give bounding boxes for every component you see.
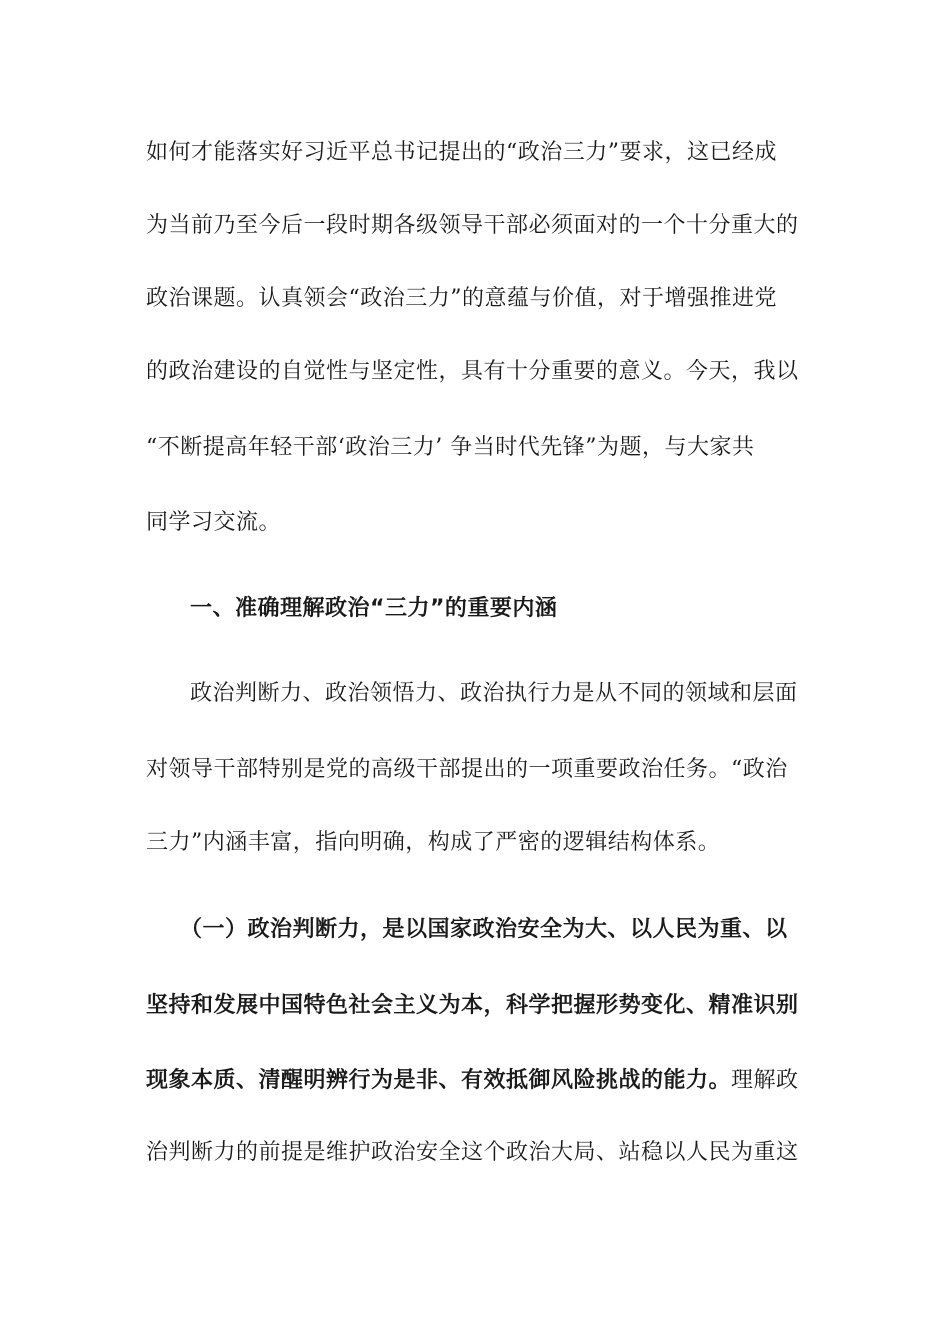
sub1-line-4: 治判断力的前提是维护政治安全这个政治大局、站稳以人民为重这 (146, 1140, 799, 1165)
intro-line-2: 为当前乃至今后一段时期各级领导干部必须面对的一个十分重大的 (146, 213, 799, 238)
intro-line-1: 如何才能落实好习近平总书记提出的“政治三力”要求，这已经成 (146, 140, 777, 165)
para2-line-1: 政治判断力、政治领悟力、政治执行力是从不同的领域和层面 (190, 681, 798, 706)
sub1-line-1: （一）政治判断力，是以国家政治安全为大、以人民为重、以 (180, 916, 788, 942)
intro-line-4: 的政治建设的自觉性与坚定性，具有十分重要的意义。今天，我以 (146, 359, 799, 384)
sub1-line-3-normal: 理解政 (731, 1068, 799, 1093)
sub1-line-3 (146, 1065, 806, 1096)
intro-line-5: “不断提高年轻干部‘政治三力’ 争当时代先锋”为题，与大家共 (146, 435, 755, 460)
section-heading: 一、准确理解政治“三力”的重要内涵 (190, 596, 558, 621)
para2-line-3: 三力”内涵丰富，指向明确，构成了严密的逻辑结构体系。 (146, 830, 721, 855)
intro-line-3: 政治课题。认真领会“政治三力”的意蕴与价值，对于增强推进党 (146, 286, 777, 311)
sub1-line-2: 坚持和发展中国特色社会主义为本，科学把握形势变化、精准识别 (146, 992, 799, 1018)
intro-line-6: 同学习交流。 (146, 510, 282, 535)
para2-line-2: 对领导干部特别是党的高级干部提出的一项重要政治任务。“政治 (146, 757, 788, 782)
sub1-line-3-bold: 现象本质、清醒明辨行为是非、有效抵御风险挑战的能力。 (146, 1067, 732, 1093)
